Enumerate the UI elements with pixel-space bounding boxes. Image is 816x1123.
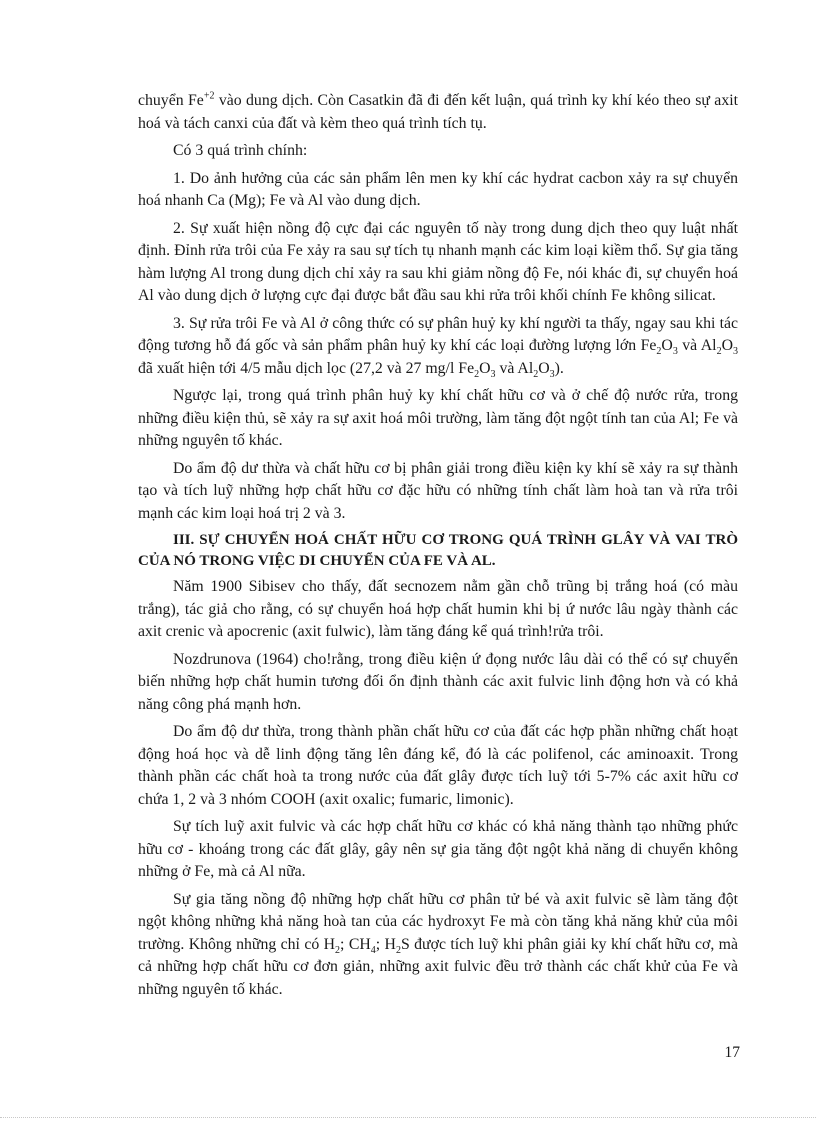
paragraph-4: 2. Sự xuất hiện nồng độ cực đại các nguyên tố này trong dung dịch theo quy luật nhất định. Đỉnh rửa trôi của Fe xảy ra sau sự tích tụ nhanh mạnh các kim loại kiềm thổ. Sự gia tăng hàm lượng Al trong dung dịch chỉ xảy ra sau khi giảm nồng độ Fe, nói khác đi, sự chuyển hoá Al vào dung dịch ở lượng cực đại được bắt đầu sau khi rửa trôi khối chính Fe không silicat.	[138, 219, 738, 304]
paragraph-1: chuyển $Fe^{+2}$ vào dung dịch. Còn Casatkin đã đi đến kết luận, quá trình ky khí kéo theo sự axit hoá và tách canxi của đất và kèm theo quá trình tích tụ.	[138, 90, 738, 132]
page-bottom-divider	[0, 1117, 816, 1118]
section-heading: III. SỰ CHUYỂN HOÁ CHẤT HỮU CƠ TRONG QUÁ TRÌNH GLÂY VÀ VAI TRÒ CỦA NÓ TRONG VIỆC DI CHUYỂN CỦA FE VÀ AL.	[138, 532, 738, 569]
paragraph-2: Có 3 quá trình chính:	[173, 142, 308, 159]
page-number: 17	[724, 1044, 740, 1061]
paragraph-8: Năm 1900 Sibisev cho thấy, đất secnozem nằm gần chỗ trũng bị trắng hoá (có màu trắng), tác giả cho rằng, có sự chuyển hoá hợp chất humin khi bị ứ nước lâu ngày thành các axit crenic và apocrenic (axit fulwic), làm tăng đáng kể quá trình!rửa trôi.	[138, 578, 738, 640]
paragraph-6: Ngược lại, trong quá trình phân huỷ ky khí chất hữu cơ và ở chế độ nước rửa, trong những điều kiện thủ, sẽ xảy ra sự axit hoá môi trường, làm tăng đột ngột tính tan của Al; Fe và những nguyên tố khác.	[138, 387, 738, 449]
paragraph-5: 3. Sự rửa trôi Fe và Al ở công thức có sự phân huỷ ky khí người ta thấy, ngay sau khi tác động tương hỗ đá gốc và sản phẩm phân huỷ ky khí các loại đường lượng lớn $Fe_2O_3$ và $Al_2O_3$ đã xuất hiện tới 4/5 mẫu dịch lọc (27,2 và 27 mg/l $Fe_2O_3$ và $Al_2O_3$).	[138, 314, 738, 380]
paragraph-9: Nozdrunova (1964) cho!rằng, trong điều kiện ứ đọng nước lâu dài có thể có sự chuyển biến những hợp chất humin tương đối ổn định thành các axit fulvic linh động hơn và có khả năng công phá mạnh hơn.	[138, 650, 738, 713]
document-page	[138, 90, 738, 1006]
paragraph-11: Sự tích luỹ axit fulvic và các hợp chất hữu cơ khác có khả năng thành tạo những phức hữu cơ - khoáng trong các đất glây, gây nên sự gia tăng đột ngột khả năng di chuyển không những ở Fe, mà cả Al nữa.	[138, 818, 738, 880]
paragraph-10: Do ẩm độ dư thừa, trong thành phần chất hữu cơ của đất các hợp phần những chất hoạt động hoá học và dễ linh động tăng lên đáng kể, đó là các polifenol, các aminoaxit. Trong thành phần các chất hoà ta trong nước của đất glây được tích luỹ tới 5-7% các axit hữu cơ chứa 1, 2 và 3 nhóm COOH (axit oxalic; fumaric, limonic).	[138, 723, 738, 808]
paragraph-3: 1. Do ảnh hưởng của các sản phẩm lên men ky khí các hydrat cacbon xảy ra sự chuyển hoá nhanh Ca (Mg); Fe và Al vào dung dịch.	[138, 169, 738, 209]
paragraph-12: Sự gia tăng nồng độ những hợp chất hữu cơ phân tử bé và axit fulvic sẽ làm tăng đột ngột không những khả năng hoà tan của các hydroxyt Fe mà còn tăng khả năng khử của môi trường. Không những chỉ có $H_2$; $CH_4$; $H_2S$ được tích luỹ khi phân giải ky khí chất hữu cơ, mà cả những hợp chất hữu cơ đơn giản, những axit fulvic đều trở thành các chất khử của Fe và những nguyên tố khác.	[138, 890, 738, 998]
paragraph-7: Do ẩm độ dư thừa và chất hữu cơ bị phân giải trong điều kiện ky khí sẽ xảy ra sự thành tạo và tích luỹ những hợp chất hữu cơ đặc hữu có những tính chất làm hoà tan và rửa trôi mạnh các kim loại hoá trị 2 và 3.	[138, 459, 738, 522]
